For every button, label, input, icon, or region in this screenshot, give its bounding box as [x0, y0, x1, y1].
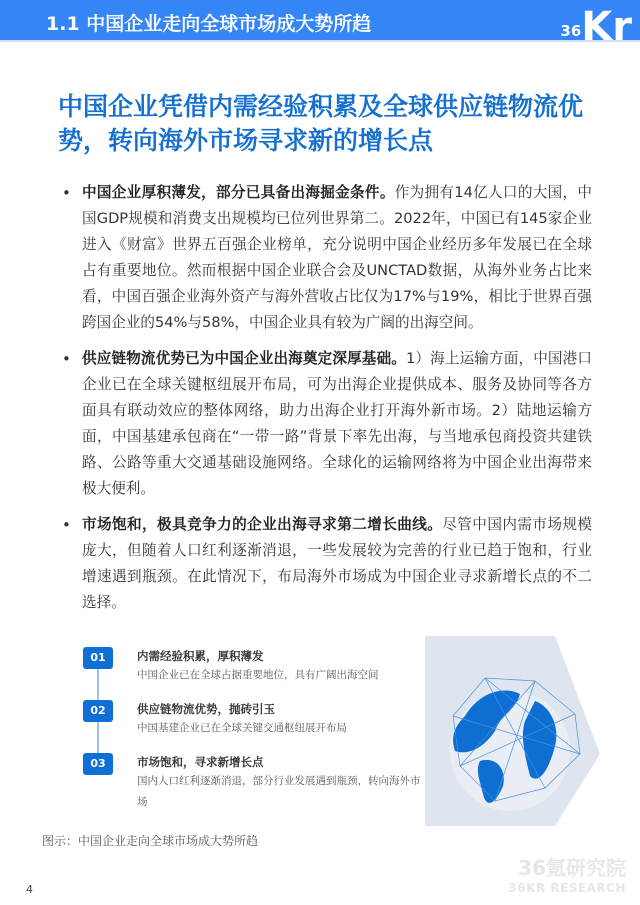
step-badge: 03: [83, 753, 113, 775]
bullet-text: 作为拥有14亿人口的大国，中国GDP规模和消费支出规模均已位列世界第二。2022年，中国已有145家企业进入《财富》世界五百强企业榜单，充分说明中国企业经历多年发展已在全球占有重要地位。然而根据中国企业联合会及UNCTAD数据，从海外业务占比来看，中国百强企业海外资产与海外营收占比仅为17%与19%，相比于世界百强跨国企业的54%与58%，中国企业具有较为广阔的出海空间。: [82, 184, 592, 331]
bullet-item: [62, 180, 592, 336]
bullet-text: 尽管中国内需市场规模庞大，但随着人口红利逐渐消退，一些发展较为完善的行业已趋于饱和，行业增速遇到瓶颈。在此情况下，布局海外市场成为中国企业寻求新增长点的不二选择。: [82, 516, 592, 611]
bullet-icon: •: [62, 350, 71, 368]
section-header: [0, 0, 640, 50]
step-desc: 中国企业已在全球占据重要地位，具有广阔出海空间: [137, 669, 379, 681]
section-title: 1.1 中国企业走向全球市场成大势所趋: [46, 13, 372, 35]
bullet-lead: 市场饱和，极具竞争力的企业出海寻求第二增长曲线。: [82, 516, 443, 533]
step-item: [137, 753, 427, 813]
bullet-lead: 供应链物流优势已为中国企业出海奠定深厚基础。: [82, 350, 406, 367]
logo-36kr: 36Kr: [560, 4, 632, 50]
step-title: 供应链物流优势，抛砖引玉: [137, 702, 275, 716]
bullet-item: [62, 512, 592, 616]
step-desc: 国内人口红利逐渐消退，部分行业发展遇到瓶颈，转向海外市场: [137, 775, 421, 808]
bullet-icon: •: [62, 184, 71, 202]
page-number: 4: [26, 883, 33, 896]
bullet-list: [62, 180, 592, 626]
step-badge: 02: [83, 700, 113, 722]
bullet-text: 1）海上运输方面，中国港口企业已在全球关键枢纽展开布局，可为出海企业提供成本、服务及协同等各方面具有联动效应的整体网络，助力出海企业打开海外新市场。2）陆地运输方面，中国基建承包商在“一带一路”背景下率先出海，与当地承包商投资共建铁路、公路等重大交通基础设施网络。全球化的运输网络将为中国企业出海带来极大便利。: [82, 350, 592, 497]
bullet-item: [62, 346, 592, 502]
step-desc: 中国基建企业已在全球关键交通枢纽展开布局: [137, 722, 347, 734]
step-item: [137, 647, 427, 686]
step-item: [137, 700, 427, 739]
page-title: 中国企业凭借内需经验积累及全球供应链物流优势，转向海外市场寻求新的增长点: [58, 92, 584, 155]
bullet-lead: 中国企业厚积薄发，部分已具备出海掘金条件。: [82, 184, 395, 201]
watermark-en: 36KR RESEARCH: [508, 881, 626, 895]
watermark-cn: 36氪研究院: [518, 856, 626, 880]
step-title: 内需经验积累，厚积薄发: [137, 649, 264, 663]
bullet-icon: •: [62, 516, 71, 534]
step-badge: 01: [83, 647, 113, 669]
figure-caption: 图示：中国企业走向全球市场成大势所趋: [42, 834, 259, 848]
step-title: 市场饱和，寻求新增长点: [137, 755, 264, 769]
watermark: [508, 852, 626, 895]
globe-network-icon: [425, 636, 605, 826]
